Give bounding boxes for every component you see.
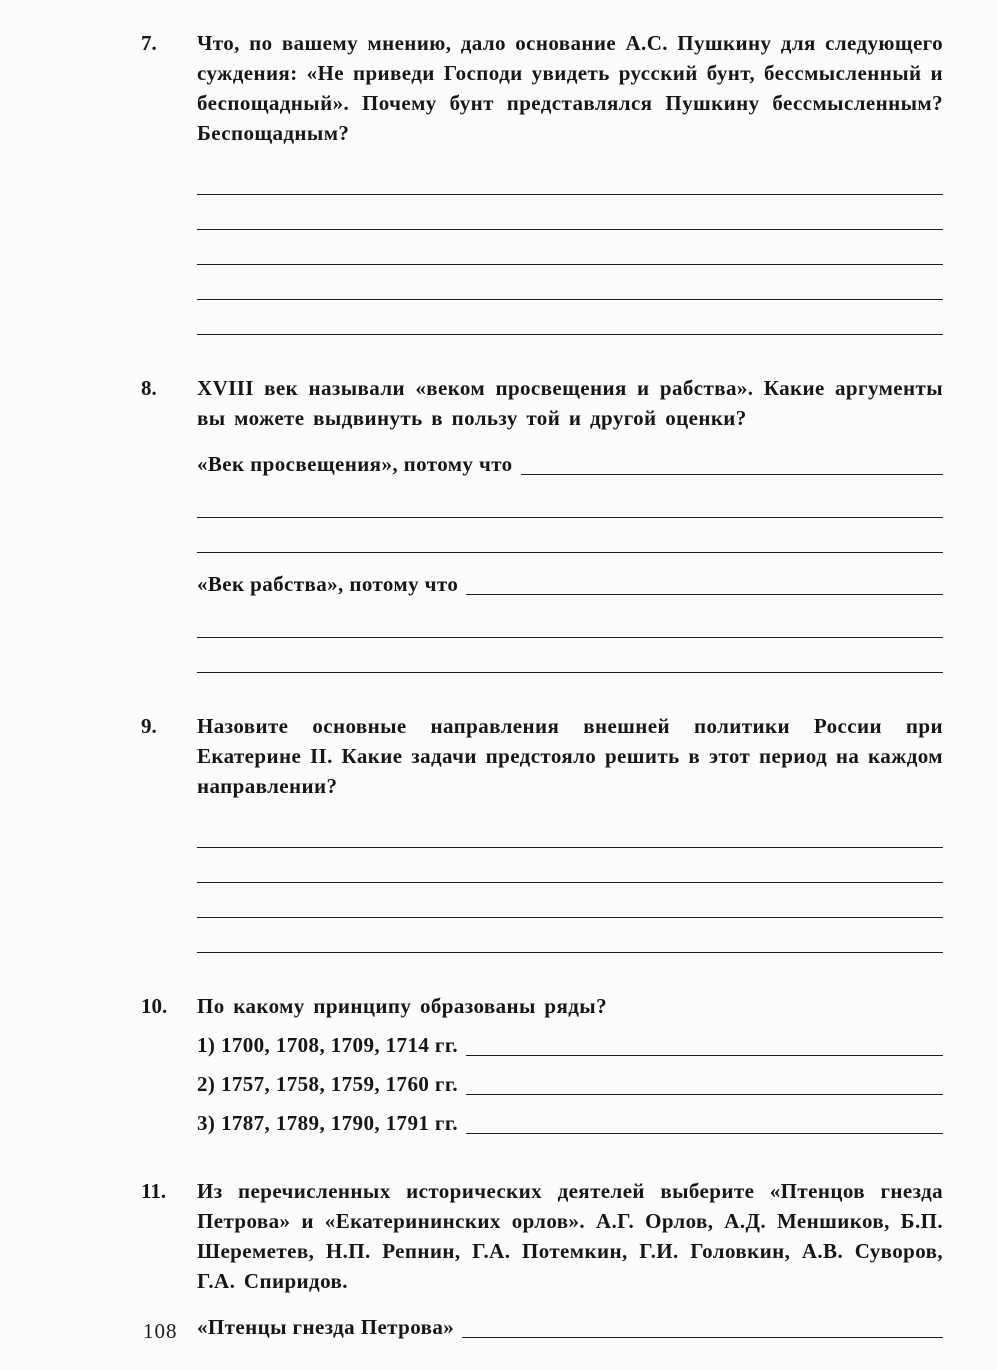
answer-blank-line <box>197 813 943 848</box>
answer-blank-line <box>466 1108 943 1134</box>
question-text: XVIII век называли «веком просвещения и рабства». Какие аргументы вы можете выдвинуть в пользу той и другой оценки? <box>197 376 943 430</box>
answer-blank-line <box>462 1312 943 1338</box>
labeled-blank <box>197 449 943 479</box>
answer-blank-line <box>466 1030 943 1056</box>
answer-blank-line <box>197 638 943 673</box>
answer-blank-line <box>197 300 943 335</box>
answer-blank-line <box>466 569 943 595</box>
answer-blank-line <box>197 848 943 883</box>
question-number: 7. <box>141 31 157 55</box>
question-7 <box>141 28 943 335</box>
blank-label: 3) 1787, 1789, 1790, 1791 гг. <box>197 1111 459 1135</box>
question-8 <box>141 373 943 673</box>
question-body <box>197 28 943 335</box>
question-body <box>197 1176 943 1370</box>
question-number: 10. <box>141 994 168 1018</box>
blank-label: 2) 1757, 1758, 1759, 1760 гг. <box>197 1072 459 1096</box>
question-number: 11. <box>141 1179 167 1203</box>
blank-label: «Век просвещения», потому что <box>197 452 513 476</box>
answer-blank-line <box>197 230 943 265</box>
blank-label: 1) 1700, 1708, 1709, 1714 гг. <box>197 1033 459 1057</box>
answer-blank-line <box>197 518 943 553</box>
question-11 <box>141 1176 943 1370</box>
list-item-blank <box>197 1108 943 1138</box>
question-body <box>197 991 943 1138</box>
answer-blank-line <box>197 1346 943 1370</box>
answer-blank-line <box>197 883 943 918</box>
question-9 <box>141 711 943 953</box>
answer-blank-line <box>521 449 943 475</box>
answer-blank-line <box>197 160 943 195</box>
answer-blank-line <box>197 918 943 953</box>
blank-label: «Птенцы гнезда Петрова» <box>197 1315 455 1339</box>
answer-blank-line <box>197 483 943 518</box>
question-body <box>197 711 943 953</box>
questions-list <box>141 28 943 1370</box>
question-text: Назовите основные направления внешней политики России при Екатерине II. Какие задачи предстояло решить в этот период на каждом направлении? <box>197 714 943 798</box>
labeled-blank <box>197 569 943 599</box>
question-body <box>197 373 943 673</box>
answer-blank-line <box>466 1069 943 1095</box>
labeled-blank <box>197 1312 943 1342</box>
answer-blank-line <box>197 603 943 638</box>
question-10 <box>141 991 943 1138</box>
answer-blank-line <box>197 195 943 230</box>
list-item-blank <box>197 1069 943 1099</box>
question-number: 8. <box>141 376 157 400</box>
page-number: 108 <box>143 1319 178 1343</box>
question-text: Из перечисленных исторических деятелей выберите «Птенцов гнезда Петрова» и «Екатерининских орлов». А.Г. Орлов, А.Д. Меншиков, Б.П. Шереметев, Н.П. Репнин, Г.А. Потемкин, Г.И. Головкин, А.В. Суворов, Г.А. Спиридов. <box>197 1179 943 1293</box>
question-text: Что, по вашему мнению, дало основание А.С. Пушкину для следующего суждения: «Не приведи Господи увидеть русский бунт, бессмысленный и беспощадный». Почему бунт представлялся Пушкину бессмысленным? Беспощадным? <box>197 31 943 145</box>
answer-blank-line <box>197 265 943 300</box>
blank-label: «Век рабства», потому что <box>197 572 459 596</box>
question-number: 9. <box>141 714 157 738</box>
list-item-blank <box>197 1030 943 1060</box>
question-text: По какому принципу образованы ряды? <box>197 994 607 1018</box>
